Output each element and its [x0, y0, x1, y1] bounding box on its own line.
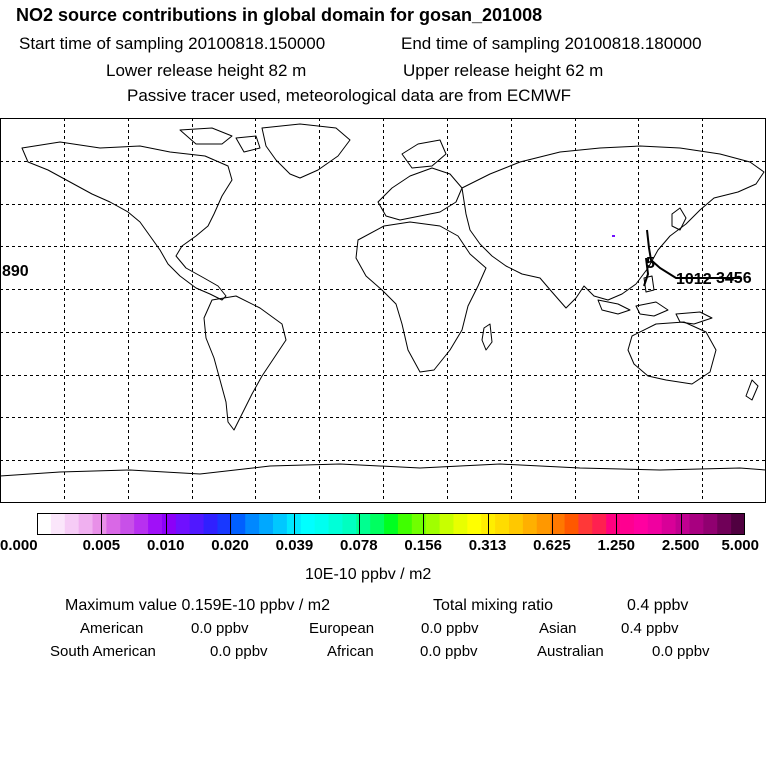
upper-release-height-label: Upper release height 62 m	[403, 61, 604, 80]
colorbar-cell	[703, 513, 717, 535]
colorbar-tick-label: 0.020	[211, 537, 249, 554]
colorbar-cell	[606, 513, 620, 535]
colorbar-cell	[634, 513, 648, 535]
trajectory-label-a: 5	[646, 255, 655, 272]
map-title: NO2 source contributions in global domain for gosan_201008	[16, 5, 543, 25]
colorbar-cell	[565, 513, 579, 535]
colorbar-cell	[65, 513, 79, 535]
colorbar-cell	[537, 513, 551, 535]
colorbar-cell	[342, 513, 356, 535]
colorbar-cell	[51, 513, 65, 535]
colorbar-cell	[315, 513, 329, 535]
colorbar-cell	[93, 513, 107, 535]
colorbar-cell	[301, 513, 315, 535]
colorbar-cell	[620, 513, 634, 535]
colorbar-cell	[134, 513, 148, 535]
lower-release-height-label: Lower release height 82 m	[106, 61, 307, 80]
colorbar-tick-label: 1.250	[597, 537, 636, 554]
colorbar-cell	[356, 513, 370, 535]
colorbar-tick-label: 2.500	[661, 537, 700, 554]
region-name: South American	[50, 643, 156, 660]
colorbar-cell	[440, 513, 454, 535]
colorbar-cell	[37, 513, 51, 535]
colorbar-cell	[148, 513, 162, 535]
max-value-label: Maximum value 0.159E-10 ppbv / m2	[65, 597, 331, 614]
region-value: 0.0 ppbv	[652, 643, 710, 660]
colorbar-cell	[259, 513, 273, 535]
colorbar-cell	[370, 513, 384, 535]
colorbar-cell	[329, 513, 343, 535]
region-name: Australian	[537, 643, 604, 660]
colorbar-cell	[398, 513, 412, 535]
colorbar-cell	[162, 513, 176, 535]
sampling-start-label: Start time of sampling 20100818.150000	[19, 34, 326, 53]
colorbar-tick-label: 0.156	[404, 537, 442, 554]
region-value: 0.4 ppbv	[621, 620, 679, 637]
max-source-marker	[612, 235, 615, 237]
colorbar-cell	[731, 513, 745, 535]
colorbar-cell	[662, 513, 676, 535]
colorbar-cell	[717, 513, 731, 535]
colorbar-cell	[509, 513, 523, 535]
region-value: 0.0 ppbv	[420, 643, 478, 660]
tracer-note: Passive tracer used, meteorological data are from ECMWF	[127, 86, 572, 105]
colorbar-tick-label: 0.000	[0, 537, 38, 554]
region-name: European	[309, 620, 375, 637]
world-map	[0, 118, 767, 504]
region-name: Asian	[539, 620, 577, 637]
colorbar-cell	[689, 513, 703, 535]
total-mixing-label: Total mixing ratio	[433, 597, 554, 614]
colorbar	[37, 513, 745, 536]
colorbar-tick-label: 0.313	[468, 537, 507, 554]
region-value: 0.0 ppbv	[421, 620, 479, 637]
colorbar-cell	[592, 513, 606, 535]
colorbar-cell	[120, 513, 134, 535]
colorbar-cell	[204, 513, 218, 535]
total-mixing-value: 0.4 ppbv	[627, 597, 689, 614]
colorbar-cell	[467, 513, 481, 535]
colorbar-cell	[176, 513, 190, 535]
colorbar-cell	[523, 513, 537, 535]
colorbar-cell	[217, 513, 231, 535]
colorbar-tick-label: 0.078	[340, 537, 378, 554]
colorbar-cell	[231, 513, 245, 535]
colorbar-cell	[453, 513, 467, 535]
colorbar-cell	[676, 513, 690, 535]
region-value: 0.0 ppbv	[210, 643, 268, 660]
colorbar-unit: 10E-10 ppbv / m2	[305, 566, 432, 583]
colorbar-tick-label: 0.010	[146, 537, 185, 554]
trajectory-label-left: 890	[2, 263, 29, 280]
colorbar-cell	[106, 513, 120, 535]
region-name: American	[80, 620, 144, 637]
colorbar-tick-label: 0.039	[275, 537, 314, 554]
trajectory-label-c: 3456	[716, 270, 752, 287]
colorbar-cell	[273, 513, 287, 535]
trajectory-label-b: 1012	[676, 271, 712, 288]
colorbar-tick-label: 0.625	[533, 537, 571, 554]
sampling-end-label: End time of sampling 20100818.180000	[401, 34, 702, 53]
region-name: African	[327, 643, 374, 660]
colorbar-cell	[648, 513, 662, 535]
colorbar-cell	[245, 513, 259, 535]
colorbar-cell	[495, 513, 509, 535]
colorbar-tick-label: 0.005	[82, 537, 121, 554]
colorbar-cell	[79, 513, 93, 535]
colorbar-cell	[384, 513, 398, 535]
colorbar-cell	[426, 513, 440, 535]
colorbar-cell	[578, 513, 592, 535]
colorbar-tick-label: 5.000	[721, 537, 759, 554]
colorbar-cell	[190, 513, 204, 535]
region-value: 0.0 ppbv	[191, 620, 249, 637]
